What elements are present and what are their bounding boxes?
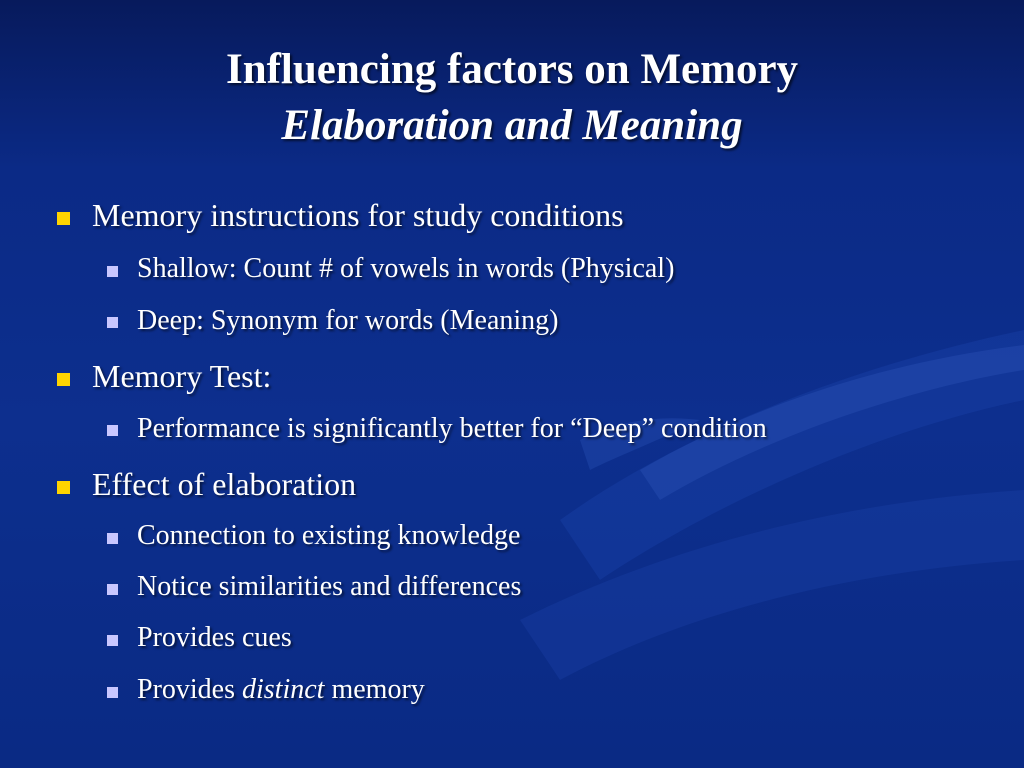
bullet-level2-icon [107, 425, 118, 436]
bullet-level2-icon [107, 533, 118, 544]
bullet-item-level2: Shallow: Count # of vowels in words (Physical) [137, 253, 675, 284]
bullet-level2-icon [107, 687, 118, 698]
bullet-level2-icon [107, 635, 118, 646]
title-line-1: Influencing factors on Memory [225, 46, 799, 93]
bullet-level1-icon [57, 212, 70, 225]
bullet-item-level2: Provides cues [137, 622, 292, 653]
bullet-level2-icon [107, 266, 118, 277]
bullet-item-level2: Deep: Synonym for words (Meaning) [137, 305, 559, 336]
bullet-level2-icon [107, 584, 118, 595]
bullet-level1-icon [57, 373, 70, 386]
bullet-item-level1: Effect of elaboration [92, 466, 357, 502]
bullet-item-level1: Memory instructions for study conditions [92, 197, 624, 233]
bullet-item-level2 [137, 674, 425, 706]
bullet-level2-icon [107, 317, 118, 328]
bullet-text-emphasis: distinct [242, 674, 325, 705]
bullet-item-level1: Memory Test: [92, 358, 272, 394]
bullet-item-level2: Connection to existing knowledge [137, 520, 521, 551]
bullet-item-level2: Performance is significantly better for “Deep” condition [137, 413, 767, 444]
title-line-2: Elaboration and Meaning [281, 102, 743, 149]
bullet-item-level2: Notice similarities and differences [137, 571, 522, 602]
bullet-text-before: Provides [137, 674, 242, 705]
bullet-text-after: memory [324, 674, 425, 705]
bullet-level1-icon [57, 481, 70, 494]
